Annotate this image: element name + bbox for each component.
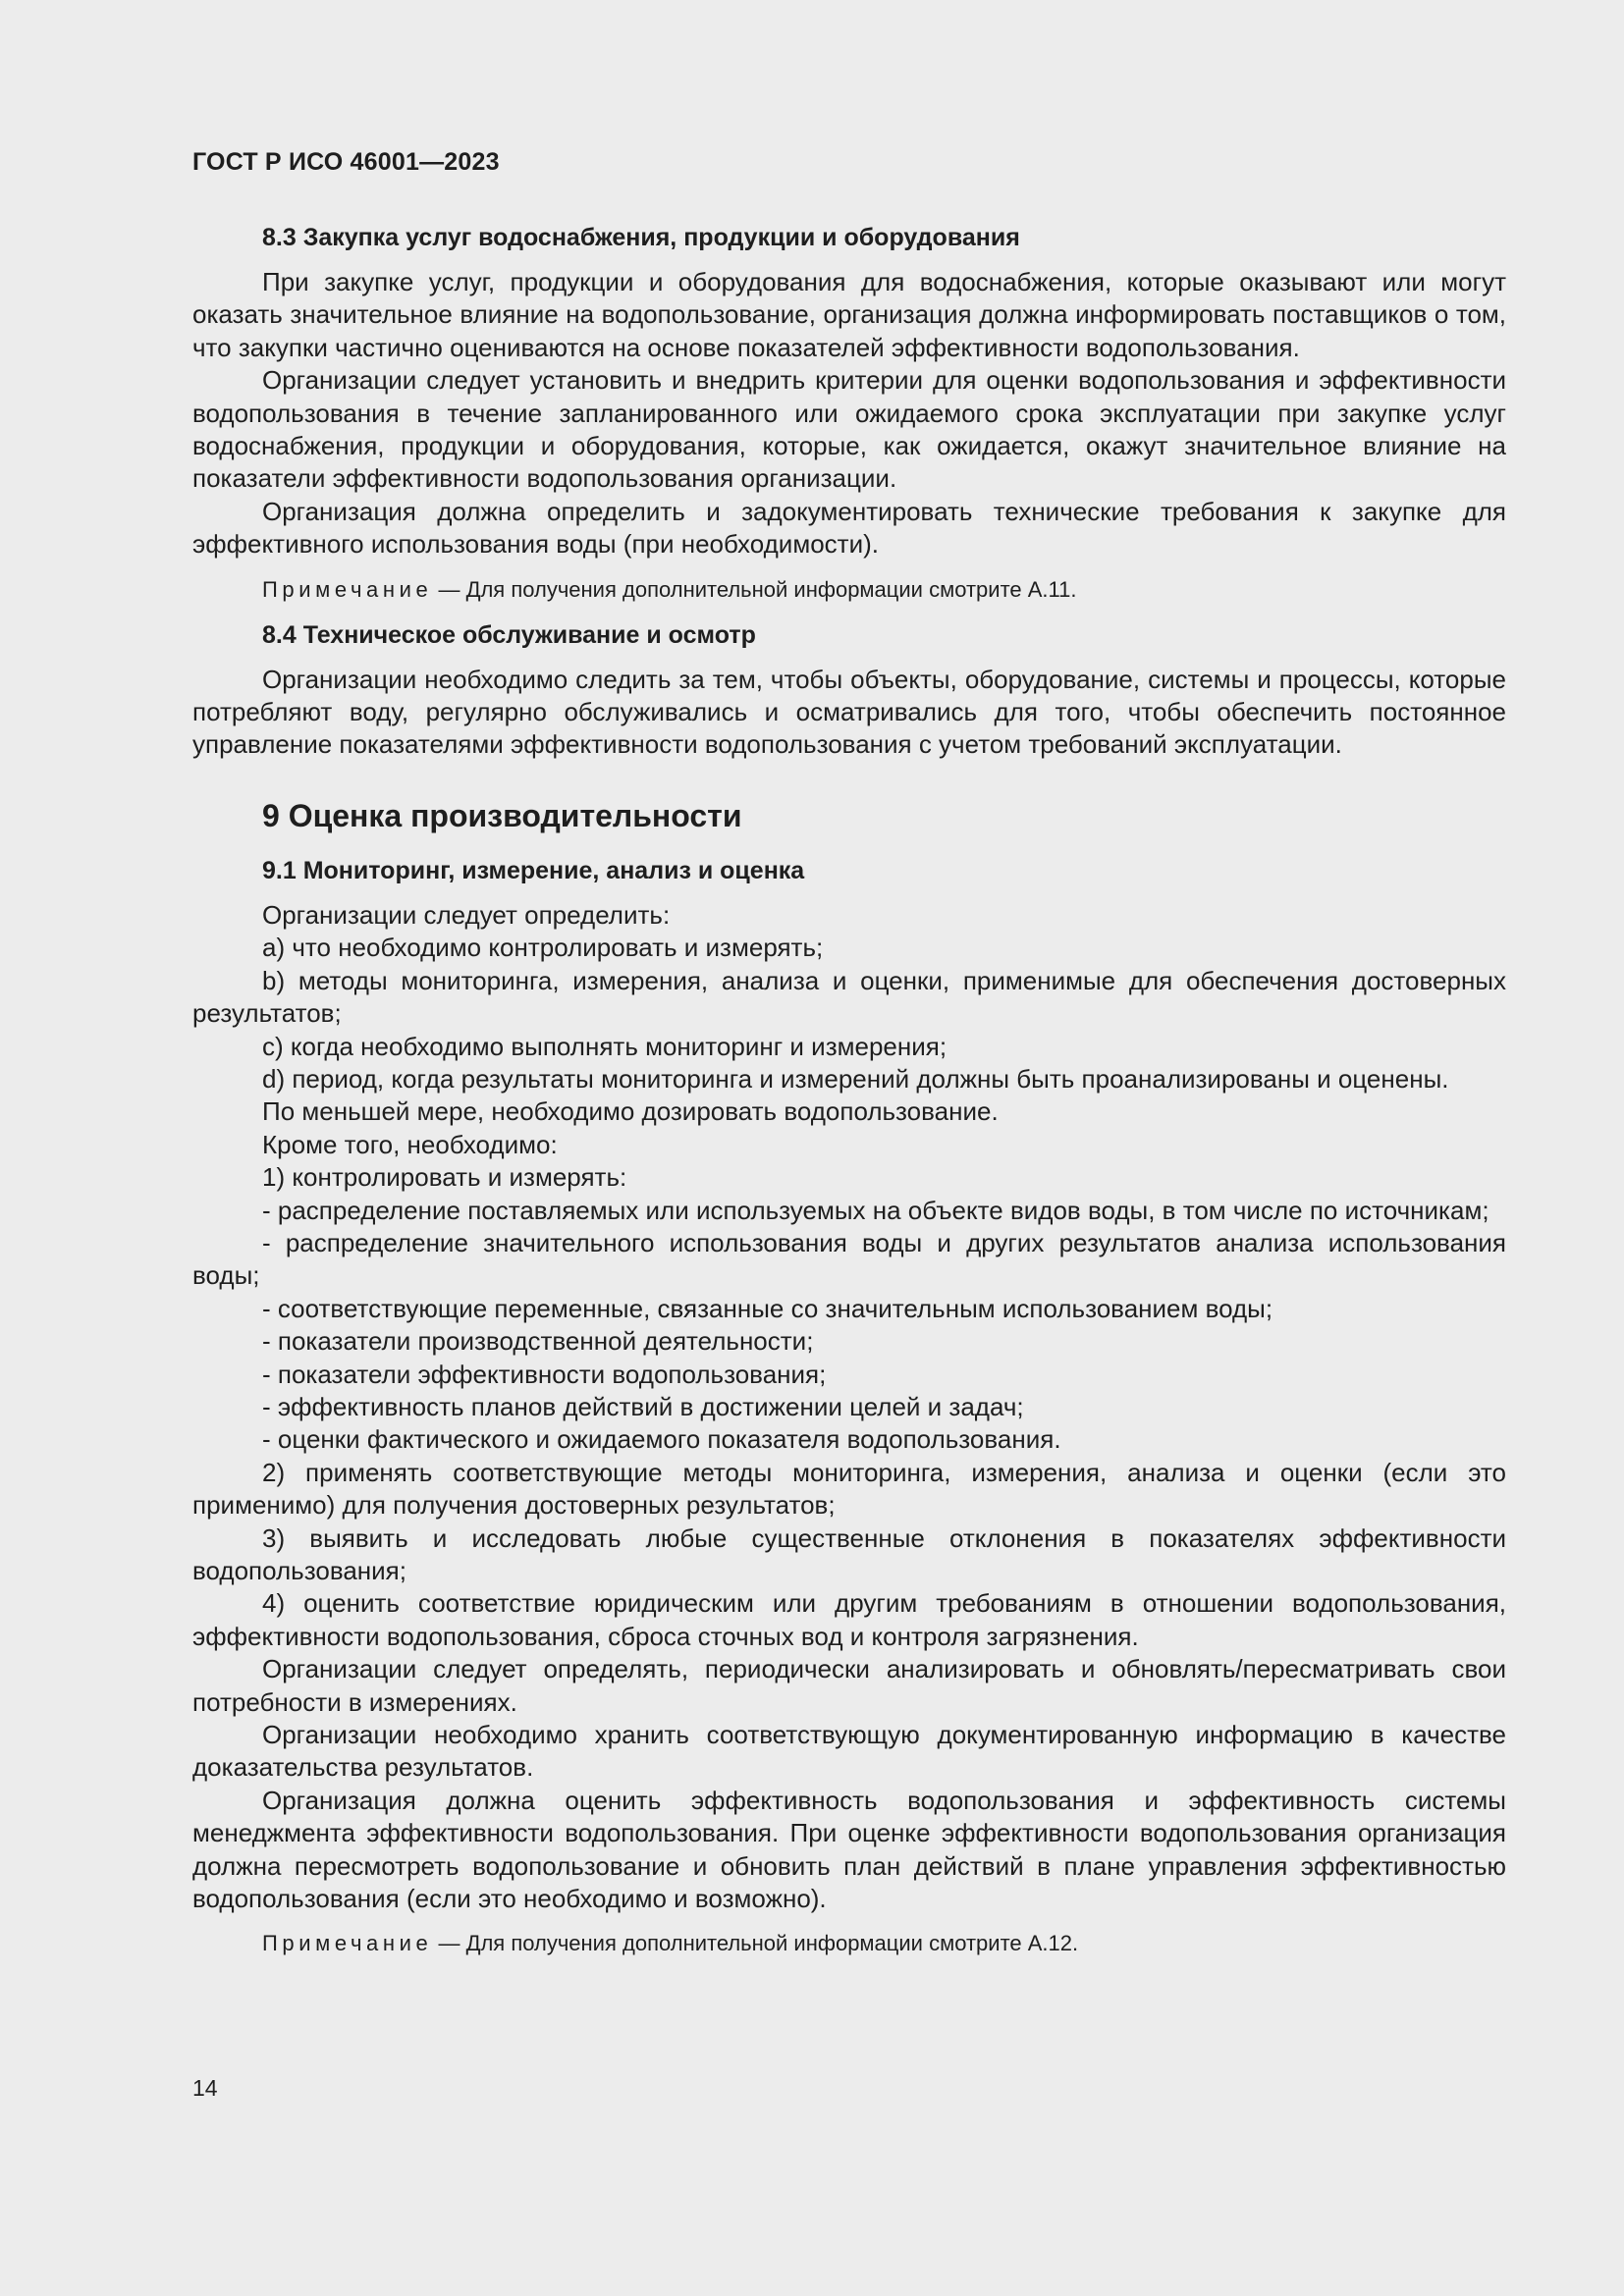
section-heading-8-3: 8.3 Закупка услуг водоснабжения, продукции и оборудования <box>262 224 1020 251</box>
document-header: ГОСТ Р ИСО 46001—2023 <box>192 148 500 176</box>
list-item: 2) применять соответствующие методы мониторинга, измерения, анализа и оценки (если это применимо) для получения достоверных результатов; <box>192 1457 1506 1521</box>
list-item: 1) контролировать и измерять: <box>262 1162 627 1193</box>
paragraph: Организации следует определить: <box>262 899 671 930</box>
note <box>192 575 1506 605</box>
list-item: d) период, когда результаты мониторинга и измерений должны быть проанализированы и оценены. <box>262 1063 1449 1094</box>
list-item: - оценки фактического и ожидаемого показателя водопользования. <box>262 1424 1061 1455</box>
paragraph: Организации необходимо следить за тем, чтобы объекты, оборудование, системы и процессы, которые потребляют воду, регулярно обслуживались и осматривались для того, чтобы обеспечить постоянное управление показателями эффективности водопользования с учетом требований эксплуатации. <box>192 664 1506 760</box>
list-item: - эффективность планов действий в достижении целей и задач; <box>262 1391 1024 1421</box>
list-item: - распределение поставляемых или используемых на объекте видов воды, в том числе по источникам; <box>262 1195 1489 1225</box>
chapter-heading-9: 9 Оценка производительности <box>262 797 742 833</box>
note-label: Примечание <box>262 576 433 602</box>
paragraph: Организации следует определять, периодически анализировать и обновлять/пересматривать свои потребности в измерениях. <box>192 1654 1506 1717</box>
list-item: - соответствующие переменные, связанные со значительным использованием воды; <box>262 1293 1273 1323</box>
list-item: 3) выявить и исследовать любые существенные отклонения в показателях эффективности водопользования; <box>192 1522 1506 1585</box>
list-item: c) когда необходимо выполнять мониторинг и измерения; <box>262 1031 947 1061</box>
paragraph: Кроме того, необходимо: <box>262 1129 558 1159</box>
list-item: - показатели эффективности водопользования; <box>262 1359 827 1389</box>
paragraph: Организации необходимо хранить соответствующую документированную информацию в качестве доказательства результатов. <box>192 1720 1506 1783</box>
list-item: - распределение значительного использования воды и других результатов анализа использования воды; <box>192 1227 1506 1291</box>
note <box>192 1929 1506 1958</box>
section-heading-9-1: 9.1 Мониторинг, измерение, анализ и оценка <box>262 856 805 884</box>
paragraph: Организации следует установить и внедрить критерии для оценки водопользования и эффективности водопользования в течение запланированного или ожидаемого срока эксплуатации при закупке услуг водоснабжения, продукции и оборудования, которые, как ожидается, окажут значительное влияние на показатели эффективности водопользования организации. <box>192 365 1506 494</box>
note-label: Примечание <box>262 1931 433 1956</box>
list-item: a) что необходимо контролировать и измерять; <box>262 933 824 963</box>
note-text: — Для получения дополнительной информации смотрите А.11. <box>432 576 1077 602</box>
list-item: b) методы мониторинга, измерения, анализа и оценки, применимые для обеспечения достоверных результатов; <box>192 965 1506 1029</box>
paragraph: При закупке услуг, продукции и оборудования для водоснабжения, которые оказывают или могут оказать значительное влияние на водопользование, организация должна информировать поставщиков о том, что закупки частично оцениваются на основе показателей эффективности водопользования. <box>192 267 1506 362</box>
paragraph: Организация должна определить и задокументировать технические требования к закупке для эффективного использования воды (при необходимости). <box>192 496 1506 560</box>
section-heading-8-4: 8.4 Техническое обслуживание и осмотр <box>262 620 756 649</box>
document-page <box>192 147 1506 1974</box>
paragraph: По меньшей мере, необходимо дозировать водопользование. <box>262 1096 999 1127</box>
list-item: 4) оценить соответствие юридическим или другим требованиям в отношении водопользования, эффективности водопользования, сброса сточных вод и контроля загрязнения. <box>192 1588 1506 1651</box>
list-item: - показатели производственной деятельности; <box>262 1326 814 1357</box>
note-text: — Для получения дополнительной информации смотрите А.12. <box>432 1931 1079 1956</box>
page-number: 14 <box>192 2075 218 2101</box>
paragraph: Организация должна оценить эффективность водопользования и эффективность системы менеджмента эффективности водопользования. При оценке эффективности водопользования организация должна пересмотреть водопользование и обновить план действий в плане управления эффективностью водопользования (если это необходимо и возможно). <box>192 1785 1506 1914</box>
